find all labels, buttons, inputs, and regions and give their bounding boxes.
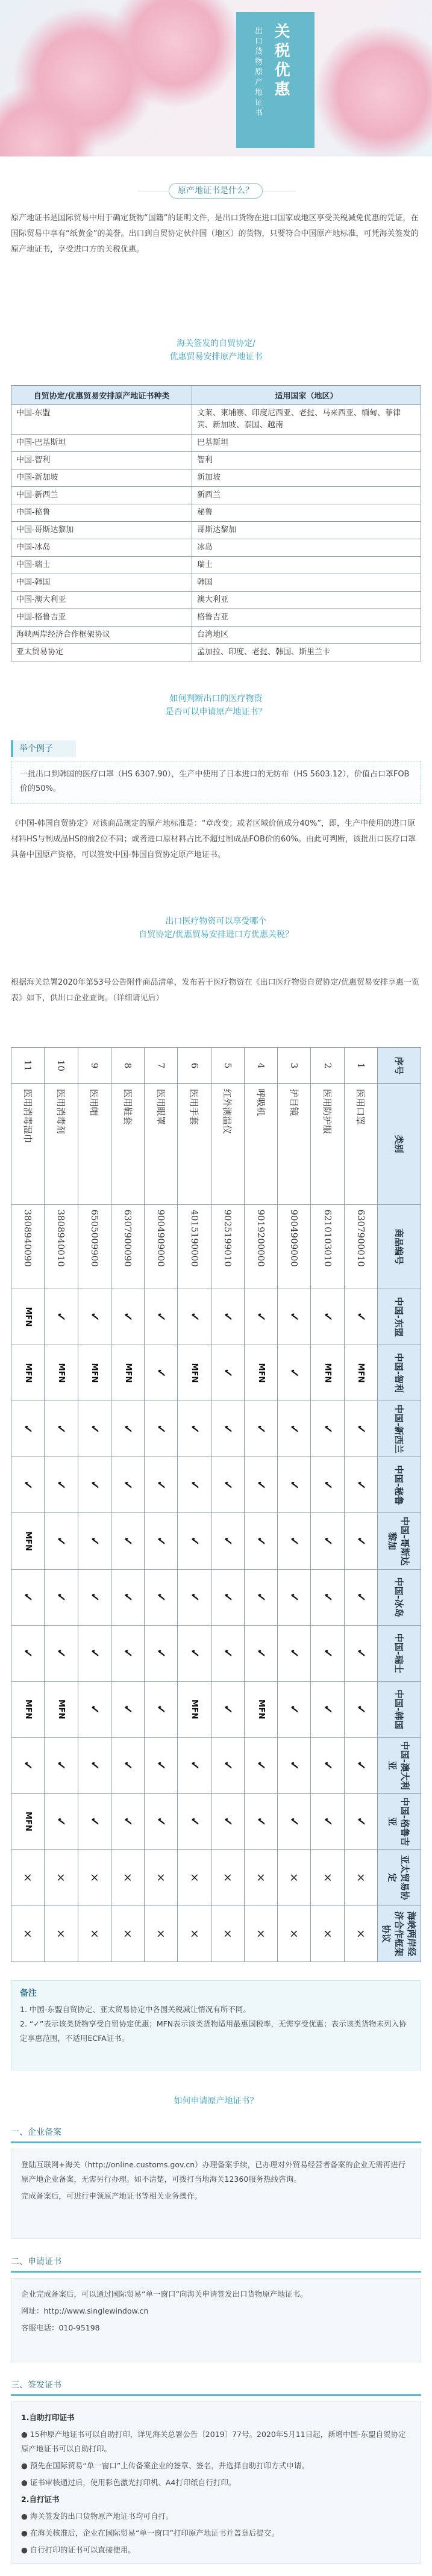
table-header: 中国-格鲁吉亚 xyxy=(378,1794,421,1850)
status-cell: ✓ xyxy=(278,1738,311,1794)
table-row xyxy=(311,1048,344,1962)
index-cell: 5 xyxy=(211,1048,244,1084)
table-header: 中国-新西兰 xyxy=(378,1401,421,1457)
status-cell: ✓ xyxy=(244,1289,277,1345)
intro-paragraph: 原产地证书是国际贸易中用于确定货物“国籍”的证明文件，是出口货物在进口国家或地区享受关税减免优惠的凭证，在国际贸易中享有“纸黄金”的美誉。出口到自贸协定伙伴国（地区）的货物，只要符合中国原产地标准，可凭海关签发的原产地证书，享受进口方的关税优惠。 xyxy=(11,214,419,254)
agreement-cell: 亚太贸易协定 xyxy=(11,644,192,661)
table-row xyxy=(278,1048,311,1962)
agreement-cell: 中国-格鲁吉亚 xyxy=(11,609,192,627)
status-cell: ✓ xyxy=(244,1794,277,1850)
agreement-cell: 中国-新加坡 xyxy=(11,469,192,487)
status-cell: ✓ xyxy=(11,1457,45,1513)
status-cell: ✓ xyxy=(111,1569,144,1625)
status-cell: × xyxy=(11,1906,45,1961)
status-cell: ✓ xyxy=(244,1457,277,1513)
status-cell: ✓ xyxy=(178,1289,211,1345)
status-cell: ✓ xyxy=(145,1794,178,1850)
status-cell: ✓ xyxy=(278,1625,311,1681)
step-subheading: 1.自助打印证书 xyxy=(21,2413,75,2422)
country-cell: 韩国 xyxy=(192,574,421,592)
hs-code-cell: 9004909000 xyxy=(278,1204,311,1289)
table-row xyxy=(11,504,421,522)
table-row xyxy=(11,469,421,487)
country-cell: 文莱、柬埔寨、印度尼西亚、老挝、马来西亚、缅甸、菲律宾、新加坡、泰国、越南 xyxy=(192,405,421,435)
status-cell: ✓ xyxy=(45,1794,78,1850)
table-row xyxy=(11,487,421,504)
table-row xyxy=(78,1048,111,1962)
table-header: 序号 xyxy=(378,1048,421,1084)
analysis-paragraph: 《中国-韩国自贸协定》对该商品规定的原产地标准是：“章改变；或者区域价值成分40%”，即，生产中使用的进口原材料HS与制成品HS的前2位不同；或者进口原材料占比不超过制成品FOB价的60%。由此可判断，该批出口医疗口罩具备中国原产资格，可以签发中国-韩国自贸协定原产地证书。 xyxy=(11,819,416,859)
country-cell: 台湾地区 xyxy=(192,627,421,644)
status-cell: MFN xyxy=(45,1345,78,1401)
status-cell: MFN xyxy=(178,1681,211,1737)
preference-table-wrapper xyxy=(11,1047,421,1962)
country-cell: 冰岛 xyxy=(192,539,421,557)
status-cell: × xyxy=(145,1850,178,1906)
table-row xyxy=(11,452,421,469)
status-cell: × xyxy=(344,1850,377,1906)
status-cell: ✓ xyxy=(244,1513,277,1569)
index-cell: 8 xyxy=(111,1048,144,1084)
status-cell: MFN xyxy=(178,1345,211,1401)
status-cell: ✓ xyxy=(311,1401,344,1457)
status-cell: ✓ xyxy=(145,1681,178,1737)
status-cell: × xyxy=(244,1850,277,1906)
step-heading-label: 二、申请证书 xyxy=(11,2257,61,2267)
country-cell: 巴基斯坦 xyxy=(192,435,421,452)
status-cell: ✓ xyxy=(211,1738,244,1794)
preference-table xyxy=(11,1047,421,1962)
status-cell: ✓ xyxy=(278,1513,311,1569)
hs-code-cell: 9004909000 xyxy=(145,1204,178,1289)
status-cell: ✓ xyxy=(11,1401,45,1457)
highlight-heading: 出口医疗物资可以享受哪个 自贸协定/优惠贸易安排进口方优惠关税？ xyxy=(139,917,293,940)
hero-title: 关税优惠 xyxy=(272,23,290,100)
table-header: 海峡两岸经济合作框架协议 xyxy=(378,1906,421,1961)
table-row xyxy=(11,592,421,609)
status-cell: ✓ xyxy=(178,1513,211,1569)
category-cell: 医用防护服 xyxy=(311,1084,344,1204)
status-cell: × xyxy=(178,1850,211,1906)
table-row xyxy=(11,644,421,661)
status-cell: MFN xyxy=(111,1345,144,1401)
status-cell: × xyxy=(311,1906,344,1961)
index-cell: 11 xyxy=(11,1048,45,1084)
category-cell: 医用帽 xyxy=(78,1084,111,1204)
country-cell: 瑞士 xyxy=(192,557,421,574)
status-cell: ✓ xyxy=(211,1569,244,1625)
table-row xyxy=(11,609,421,627)
step-paragraph: ● 15种原产地证书可以自助打印，详见海关总署公告〔2019〕77号。2020年5月11日起，新增中国-东盟自贸协定原产地证书可以自助打印。 xyxy=(21,2430,406,2453)
agreement-cell: 海峡两岸经济合作框架协议 xyxy=(11,627,192,644)
country-cell: 澳大利亚 xyxy=(192,592,421,609)
status-cell: × xyxy=(178,1906,211,1961)
highlight-heading: 如何申请原产地证书？ xyxy=(174,2096,258,2106)
status-cell: ✓ xyxy=(278,1345,311,1401)
status-cell: ✓ xyxy=(111,1681,144,1737)
status-cell: × xyxy=(311,1850,344,1906)
index-cell: 4 xyxy=(244,1048,277,1084)
status-cell: ✓ xyxy=(211,1289,244,1345)
table-row xyxy=(11,574,421,592)
status-cell: MFN xyxy=(11,1345,45,1401)
index-cell: 3 xyxy=(278,1048,311,1084)
agreement-cell: 中国-澳大利亚 xyxy=(11,592,192,609)
status-cell: ✓ xyxy=(145,1513,178,1569)
status-cell: ✓ xyxy=(111,1513,144,1569)
agreement-cell: 中国-秘鲁 xyxy=(11,504,192,522)
country-cell: 格鲁吉亚 xyxy=(192,609,421,627)
status-cell: ✓ xyxy=(344,1569,377,1625)
table-row xyxy=(145,1048,178,1962)
status-cell: × xyxy=(78,1850,111,1906)
country-cell: 孟加拉、印度、老挝、韩国、斯里兰卡 xyxy=(192,644,421,661)
agreement-cell: 中国-巴基斯坦 xyxy=(11,435,192,452)
hs-code-cell: 4015190000 xyxy=(178,1204,211,1289)
agreement-cell: 中国-新西兰 xyxy=(11,487,192,504)
status-cell: ✓ xyxy=(178,1401,211,1457)
status-cell: × xyxy=(211,1906,244,1961)
status-cell: ✓ xyxy=(11,1569,45,1625)
status-cell: ✓ xyxy=(211,1625,244,1681)
hs-code-cell: 6307900010 xyxy=(344,1204,377,1289)
step-paragraph: ● 证书审核通过后，使用彩色激光打印机、A4打印纸自行打印。 xyxy=(21,2478,236,2487)
table-header: 类别 xyxy=(378,1084,421,1204)
category-cell: 护目镜 xyxy=(278,1084,311,1204)
status-cell: ✓ xyxy=(278,1457,311,1513)
status-cell: ✓ xyxy=(178,1569,211,1625)
status-cell: MFN xyxy=(311,1345,344,1401)
status-cell: ✓ xyxy=(344,1794,377,1850)
status-cell: ✓ xyxy=(78,1513,111,1569)
table-row xyxy=(11,1048,45,1962)
status-cell: ✓ xyxy=(78,1401,111,1457)
status-cell: × xyxy=(278,1906,311,1961)
status-cell: ✓ xyxy=(311,1681,344,1737)
category-cell: 医用鞋套 xyxy=(111,1084,144,1204)
table-row xyxy=(11,557,421,574)
note-item: 2. “✓”表示该类货物享受自贸协定优惠；MFN表示该类货物适用最惠国税率，无需享受优惠；表示该类货物未列入协定享惠范围，不适用ECFA证书。 xyxy=(20,2019,407,2043)
hero-subtitle: 出口货物原产地证书 xyxy=(253,26,262,119)
agreement-cell: 中国-韩国 xyxy=(11,574,192,592)
status-cell: MFN xyxy=(11,1289,45,1345)
status-cell: ✓ xyxy=(311,1457,344,1513)
step-heading xyxy=(11,2125,421,2143)
status-cell: ✓ xyxy=(45,1289,78,1345)
status-cell: × xyxy=(145,1906,178,1961)
hero-banner xyxy=(0,0,432,156)
status-cell: ✓ xyxy=(244,1625,277,1681)
table-header: 中国-冰岛 xyxy=(378,1569,421,1625)
status-cell: ✓ xyxy=(45,1738,78,1794)
category-cell: 医用消毒剂 xyxy=(45,1084,78,1204)
status-cell: ✓ xyxy=(278,1569,311,1625)
table-header: 自贸协定/优惠贸易安排原产地证书种类 xyxy=(11,386,192,405)
step-subheading: 2.自打证书 xyxy=(21,2495,60,2504)
blossom-decoration xyxy=(313,24,432,156)
agreement-cell: 中国-哥斯达黎加 xyxy=(11,522,192,539)
highlight-heading: 如何判断出口的医疗物资 是否可以申请原产地证书？ xyxy=(165,694,267,717)
status-cell: × xyxy=(111,1850,144,1906)
status-cell: ✓ xyxy=(145,1345,178,1401)
index-cell: 2 xyxy=(311,1048,344,1084)
status-cell: × xyxy=(244,1906,277,1961)
status-cell: × xyxy=(11,1850,45,1906)
table-header: 商品编号 xyxy=(378,1204,421,1289)
status-cell: MFN xyxy=(244,1681,277,1737)
status-cell: ✓ xyxy=(211,1401,244,1457)
status-cell: ✓ xyxy=(244,1401,277,1457)
agreement-cell: 中国-冰岛 xyxy=(11,539,192,557)
step-body xyxy=(11,2149,421,2239)
category-cell: 呼吸机 xyxy=(244,1084,277,1204)
status-cell: ✓ xyxy=(311,1794,344,1850)
table-row xyxy=(178,1048,211,1962)
category-cell: 医用手套 xyxy=(178,1084,211,1204)
certificate-types-table xyxy=(11,385,421,661)
status-cell: ✓ xyxy=(211,1513,244,1569)
table-row xyxy=(11,405,421,435)
status-cell: ✓ xyxy=(111,1457,144,1513)
step-paragraph: ● 预先在国际贸易“单一窗口”上传备案企业的签章、签名，并选择自助打印方式申请。 xyxy=(21,2461,309,2470)
status-cell: ✓ xyxy=(344,1738,377,1794)
hs-code-cell: 9019200000 xyxy=(244,1204,277,1289)
status-cell: ✓ xyxy=(78,1738,111,1794)
table-header: 中国-瑞士 xyxy=(378,1625,421,1681)
table-row xyxy=(344,1048,377,1962)
status-cell: ✓ xyxy=(344,1289,377,1345)
country-cell: 智利 xyxy=(192,452,421,469)
step-paragraph: 完成备案后，可进行申领原产地证书等相关业务操作。 xyxy=(21,2191,202,2200)
hs-code-cell: 6210103010 xyxy=(311,1204,344,1289)
status-cell: MFN xyxy=(11,1513,45,1569)
status-cell: ✓ xyxy=(111,1289,144,1345)
status-cell: MFN xyxy=(45,1681,78,1737)
status-cell: ✓ xyxy=(45,1457,78,1513)
status-cell: ✓ xyxy=(178,1794,211,1850)
status-cell: × xyxy=(45,1906,78,1961)
status-cell: MFN xyxy=(78,1345,111,1401)
note-item: 1. 中国-东盟自贸协定、亚太贸易协定中各国关税减让情况有所不同。 xyxy=(20,2005,251,2014)
status-cell: × xyxy=(111,1906,144,1961)
table-row xyxy=(11,539,421,557)
section-heading-label: 原产地证书是什么？ xyxy=(169,183,263,199)
status-cell: × xyxy=(45,1850,78,1906)
status-cell: ✓ xyxy=(178,1625,211,1681)
hs-code-cell: 6307900090 xyxy=(111,1204,144,1289)
table-header: 中国-哥斯达黎加 xyxy=(378,1513,421,1569)
table-row xyxy=(211,1048,244,1962)
status-cell: × xyxy=(278,1850,311,1906)
status-cell: ✓ xyxy=(78,1569,111,1625)
status-cell: × xyxy=(78,1906,111,1961)
example-tag: 举个例子 xyxy=(11,740,76,757)
status-cell: × xyxy=(344,1906,377,1961)
index-cell: 9 xyxy=(78,1048,111,1084)
status-cell: ✓ xyxy=(11,1625,45,1681)
step-paragraph: 企业完成备案后，可以通过国际贸易“单一窗口”向海关申请签发出口货物原产地证书。 xyxy=(21,2290,308,2299)
section-heading xyxy=(0,181,432,201)
status-cell: × xyxy=(211,1850,244,1906)
agreement-cell: 中国-智利 xyxy=(11,452,192,469)
category-cell: 红外测温仪 xyxy=(211,1084,244,1204)
status-cell: ✓ xyxy=(178,1457,211,1513)
table-header: 中国-东盟 xyxy=(378,1289,421,1345)
status-cell: ✓ xyxy=(78,1289,111,1345)
agreement-cell: 中国-瑞士 xyxy=(11,557,192,574)
notes-title: 备注 xyxy=(20,1989,37,1998)
status-cell: ✓ xyxy=(78,1794,111,1850)
status-cell: ✓ xyxy=(311,1625,344,1681)
step-paragraph: ● 在海关核准后，企业在国际贸易“单一窗口”打印原产地证书并盖章后提交。 xyxy=(21,2528,279,2537)
table-row xyxy=(11,627,421,644)
status-cell: ✓ xyxy=(278,1289,311,1345)
index-cell: 10 xyxy=(45,1048,78,1084)
step-heading-label: 一、企业备案 xyxy=(11,2128,61,2137)
status-cell: ✓ xyxy=(45,1401,78,1457)
table-row xyxy=(111,1048,144,1962)
status-cell: ✓ xyxy=(145,1625,178,1681)
hs-code-cell: 6505009900 xyxy=(78,1204,111,1289)
notes-box xyxy=(11,1980,421,2070)
status-cell: ✓ xyxy=(78,1457,111,1513)
status-cell: ✓ xyxy=(211,1457,244,1513)
highlight-heading: 海关签发的自贸协定/ 优惠贸易安排原产地证书 xyxy=(169,339,263,362)
status-cell: MFN xyxy=(11,1681,45,1737)
status-cell: ✓ xyxy=(344,1457,377,1513)
status-cell: MFN xyxy=(244,1345,277,1401)
reference-paragraph: 根据海关总署2020年第53号公告附件商品清单，发布若干医疗物资在《出口医疗物资自贸协定/优惠贸易安排享惠一览表》如下，供出口企业查询。（详细请见后） xyxy=(11,978,420,1003)
agreement-cell: 中国-东盟 xyxy=(11,405,192,435)
country-cell: 哥斯达黎加 xyxy=(192,522,421,539)
table-row xyxy=(11,522,421,539)
category-cell: 医用口罩 xyxy=(344,1084,377,1204)
step-body xyxy=(11,2401,421,2564)
step-body xyxy=(11,2278,421,2362)
status-cell: ✓ xyxy=(111,1738,144,1794)
hs-code-cell: 9025199010 xyxy=(211,1204,244,1289)
country-cell: 新西兰 xyxy=(192,487,421,504)
status-cell: ✓ xyxy=(211,1681,244,1737)
status-cell: ✓ xyxy=(45,1625,78,1681)
step-heading xyxy=(11,2254,421,2272)
category-cell: 医用消毒湿巾 xyxy=(11,1084,45,1204)
status-cell: ✓ xyxy=(244,1738,277,1794)
status-cell: ✓ xyxy=(111,1794,144,1850)
status-cell: ✓ xyxy=(45,1513,78,1569)
example-box: 一批出口到韩国的医疗口罩（HS 6307.90），生产中使用了日本进口的无纺布（HS 5603.12），价值占口罩FOB价的50%。 xyxy=(11,761,421,804)
status-cell: ✓ xyxy=(311,1569,344,1625)
step-paragraph: 网址：http://www.singlewindow.cn xyxy=(21,2306,149,2315)
status-cell: ✓ xyxy=(145,1569,178,1625)
hs-code-cell: 3808940090 xyxy=(11,1204,45,1289)
step-paragraph: ● 自行打印的证书可以直接使用。 xyxy=(21,2545,136,2554)
status-cell: ✓ xyxy=(344,1513,377,1569)
status-cell: ✓ xyxy=(211,1345,244,1401)
status-cell: ✓ xyxy=(311,1513,344,1569)
status-cell: ✓ xyxy=(45,1569,78,1625)
table-header: 中国-秘鲁 xyxy=(378,1457,421,1513)
status-cell: ✓ xyxy=(278,1401,311,1457)
table-header: 中国-澳大利亚 xyxy=(378,1738,421,1794)
status-cell: ✓ xyxy=(344,1401,377,1457)
table-header: 适用国家（地区） xyxy=(192,386,421,405)
status-cell: ✓ xyxy=(145,1457,178,1513)
status-cell: ✓ xyxy=(244,1569,277,1625)
step-paragraph: 登陆互联网+海关（http://online.customs.gov.cn）办理备案手续，已办理对外贸易经营者备案的企业无需再进行原产地企业备案，无需另行办理。如不清楚，可拨打当地海关12360服务热线咨询。 xyxy=(21,2160,406,2184)
status-cell: ✓ xyxy=(278,1794,311,1850)
status-cell: ✓ xyxy=(111,1401,144,1457)
step-heading xyxy=(11,2377,421,2395)
status-cell: ✓ xyxy=(344,1625,377,1681)
step-paragraph: ● 海关签发的出口货物原产地证书均可自打。 xyxy=(21,2512,174,2521)
hs-code-cell: 3808940010 xyxy=(45,1204,78,1289)
status-cell: ✓ xyxy=(111,1625,144,1681)
status-cell: ✓ xyxy=(311,1738,344,1794)
table-header: 亚太贸易协定 xyxy=(378,1850,421,1906)
table-header: 中国-智利 xyxy=(378,1345,421,1401)
category-cell: 医用眼罩 xyxy=(145,1084,178,1204)
status-cell: ✓ xyxy=(311,1289,344,1345)
index-cell: 6 xyxy=(178,1048,211,1084)
status-cell: ✓ xyxy=(145,1738,178,1794)
status-cell: ✓ xyxy=(178,1738,211,1794)
table-header: 中国-韩国 xyxy=(378,1681,421,1737)
status-cell: ✓ xyxy=(78,1681,111,1737)
index-cell: 7 xyxy=(145,1048,178,1084)
table-row xyxy=(45,1048,78,1962)
status-cell: ✓ xyxy=(344,1681,377,1737)
country-cell: 新加坡 xyxy=(192,469,421,487)
status-cell: ✓ xyxy=(11,1738,45,1794)
status-cell: ✓ xyxy=(145,1401,178,1457)
status-cell: ✓ xyxy=(145,1289,178,1345)
country-cell: 秘鲁 xyxy=(192,504,421,522)
table-row xyxy=(11,435,421,452)
step-heading-label: 三、签发证书 xyxy=(11,2380,61,2390)
status-cell: MFN xyxy=(344,1345,377,1401)
status-cell: ✓ xyxy=(211,1794,244,1850)
step-paragraph: 客服电话：010-95198 xyxy=(21,2323,100,2332)
status-cell: ✓ xyxy=(278,1681,311,1737)
table-row xyxy=(244,1048,277,1962)
status-cell: MFN xyxy=(11,1794,45,1850)
status-cell: ✓ xyxy=(78,1625,111,1681)
index-cell: 1 xyxy=(344,1048,377,1084)
